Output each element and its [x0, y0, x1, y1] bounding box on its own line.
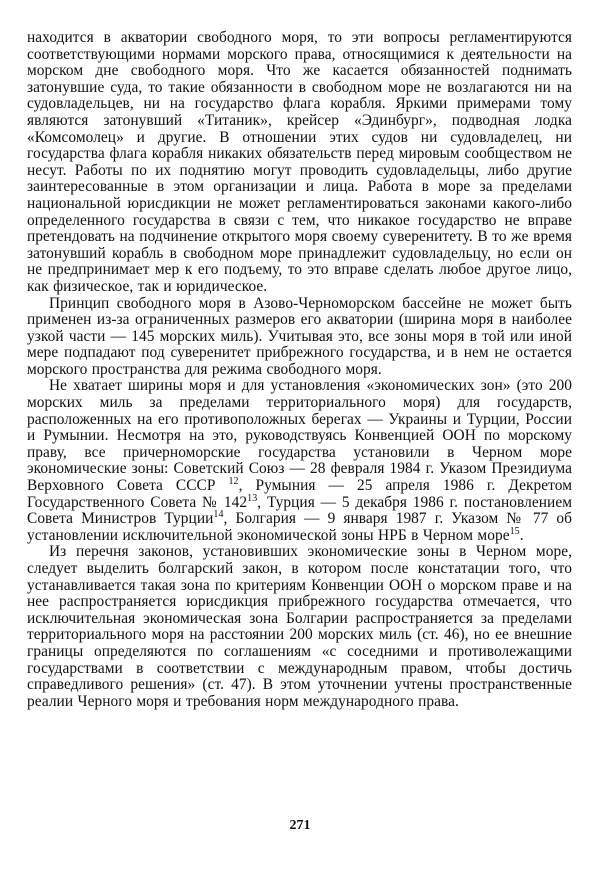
footnote-ref-15: 15: [509, 525, 520, 537]
paragraph-3-text-c: , Турция — 5 декабря 1986 г. постановлением Совета Министров Турции: [27, 493, 572, 528]
paragraph-1: находится в акватории свободного моря, то эти вопросы регламентируются соответствующими нормами морского права, относящимися к деятельности на морском дне свободного моря. Что же касается обязанностей поднимать затонувшие суда, то такие обязанности в свободном море не возлагаются ни на судовладельцев, ни на государство флага корабля. Яркими примерами тому являются затонувший «Титаник», крейсер «Эдинбург», подводная лодка «Комсомолец» и другие. В отношении этих судов ни судовладелец, ни государства флага корабля никаких обязательств перед мировым сообществом не несут. Работы по их поднятию могут проводить судовладельцы, либо другие заинтересованные в этом организации и лица. Работа в море за пределами национальной юрисдикции не может регламентироваться законами какого-либо определенного государства в связи с тем, что никакое государство не вправе претендовать на подчинение открытого моря своему суверенитету. В то же время затонувший корабль в свободном море принадлежит судовладельцу, но если он не предпринимает мер к его подъему, то это вправе сделать любое другое лицо, как физическое, так и юридическое.: [27, 30, 572, 295]
paragraph-3-text-a: [215, 477, 228, 494]
footnote-ref-14: 14: [213, 509, 224, 521]
paragraph-4: Из перечня законов, установивших экономические зоны в Черном море, следует выделить болгарский закон, в котором после констатации того, что устанавливается такая зона по критериям Конвенции ООН о морском праве и на нее распространяется юрисдикция прибрежного государства отмечается, что исключительная экономическая зона Болгарии распространяется за пределами территориального моря на расстоянии 200 морских миль (ст. 46), но ее внешние границы определяются по соглашениям «с соседними и противолежащими государствами в соответствии с международным правом, чтобы достичь справедливого решения» (ст. 47). В этом уточнении учтены пространственные реалии Черного моря и требования норм международного права.: [27, 543, 572, 710]
paragraph-3-text-e: .: [519, 526, 524, 544]
paragraph-3-text: Не хватает ширины моря и для установления «экономических зон» (это 200 морских миль за пределами территориального моря) для государств, расположенных на его противоположных берегах — Украины и Турции, России и Румынии. Несмотря на это, руководствуясь Конвенцией ООН по морскому праву, все причерноморские государства установили в Черном море экономические зоны: Советский Союз — 28 февраля 1984 г. Указом Президиума Верховного Совета СССР: [27, 377, 572, 495]
paragraph-3-text-d: , Болгария — 9 января 1987 г. Указом № 77 об установлении исключительной экономической зоны НРБ в Черном море: [27, 510, 572, 544]
footnote-ref-13: 13: [247, 492, 258, 504]
paragraph-2: Принцип свободного моря в Азово-Черноморском бассейне не может быть применен из-за ограниченных размеров его акватории (ширина моря в наиболее узкой части — 145 морских миль). Учитывая это, все зоны моря в той или иной мере подпадают под суверенитет прибрежного государства, и в нем не остается морского пространства для режима свободного моря.: [27, 294, 572, 378]
paragraph-3: [27, 378, 572, 544]
footnote-ref-12: 12: [228, 475, 239, 487]
paragraph-3-text-b: , Румыния — 25 апреля 1986 г. Декретом Государственного Совета № 142: [27, 477, 572, 511]
page-body: [27, 30, 572, 840]
page-number: 271: [289, 818, 311, 833]
